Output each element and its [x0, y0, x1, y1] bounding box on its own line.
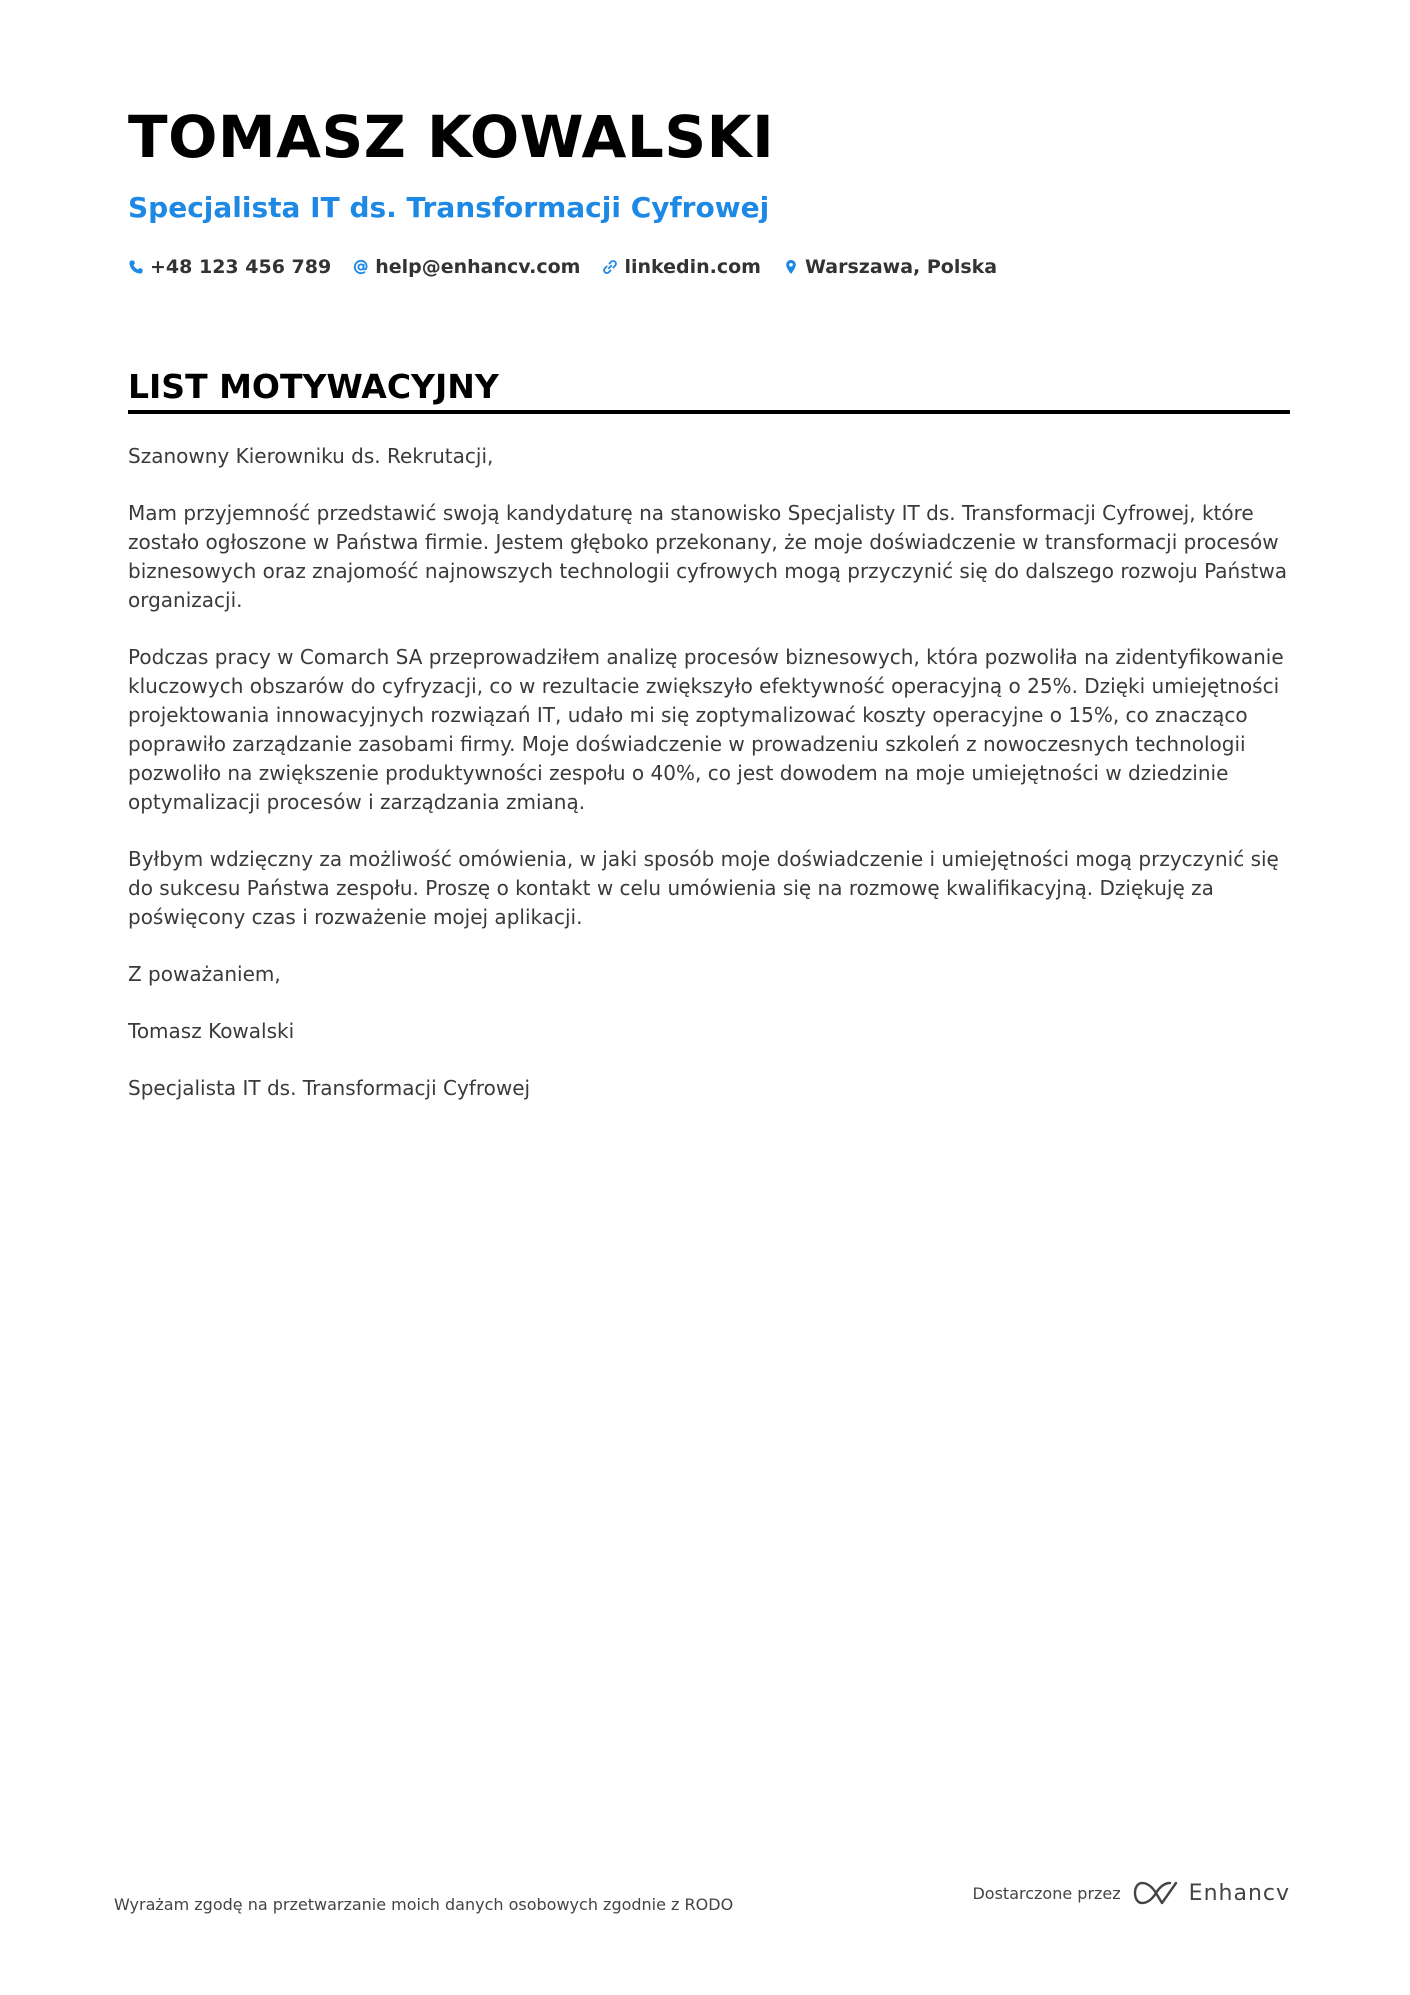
phone-icon: [128, 259, 144, 275]
contact-email-text: help@enhancv.com: [375, 256, 581, 278]
letter-body: [128, 442, 1290, 1131]
signature-title: Specjalista IT ds. Transformacji Cyfrowej: [128, 1076, 531, 1100]
gdpr-consent-note: Wyrażam zgodę na przetwarzanie moich danych osobowych zgodnie z RODO: [114, 1895, 734, 1914]
at-icon: [353, 259, 369, 275]
letter-greeting: Szanowny Kierowniku ds. Rekrutacji,: [128, 444, 494, 468]
letter-paragraph: Byłbym wdzięczny za możliwość omówienia, w jaki sposób moje doświadczenie i umiejętności mogą przyczynić się do sukcesu Państwa zespołu. Proszę o kontakt w celu umówienia się na rozmowę kwalifikacyjną. Dziękuję za poświęcony czas i rozważenie mojej aplikacji.: [128, 847, 1279, 929]
brand-name: Enhancv: [1188, 1880, 1290, 1906]
contact-email[interactable]: [353, 256, 580, 278]
powered-by-label: Dostarczone przez: [972, 1883, 1121, 1903]
signature-name: Tomasz Kowalski: [128, 1019, 295, 1043]
location-pin-icon: [783, 259, 799, 275]
contact-linkedin-text: linkedin.com: [624, 256, 761, 278]
letter-paragraph: Podczas pracy w Comarch SA przeprowadziłem analizę procesów biznesowych, która pozwoliła na zidentyfikowanie kluczowych obszarów do cyfryzacji, co w rezultacie zwiększyło efektywność operacyjną o 25%. Dzięki umiejętności projektowania innowacyjnych rozwiązań IT, udało mi się zoptymalizować koszty operacyjne o 15%, co znacząco poprawiło zarządzanie zasobami firmy. Moje doświadczenie w prowadzeniu szkoleń z nowoczesnych technologii pozwoliło na zwiększenie produktywności zespołu o 40%, co jest dowodem na moje umiejętności w dziedzinie optymalizacji procesów i zarządzania zmianą.: [128, 645, 1284, 814]
letter-paragraph: Mam przyjemność przedstawić swoją kandydaturę na stanowisko Specjalisty IT ds. Transformacji Cyfrowej, które zostało ogłoszone w Państwa firmie. Jestem głęboko przekonany, że moje doświadczenie w transformacji procesów biznesowych oraz znajomość najnowszych technologii cyfrowych mogą przyczynić się do dalszego rozwoju Państwa organizacji.: [128, 501, 1288, 612]
letter-closing: Z poważaniem,: [128, 962, 281, 986]
contact-linkedin[interactable]: [602, 256, 761, 278]
footer-branding[interactable]: [972, 1880, 1290, 1906]
contact-bar: [128, 256, 1019, 278]
contact-location: [783, 256, 997, 278]
contact-location-text: Warszawa, Polska: [804, 256, 998, 278]
section-title: LIST MOTYWACYJNY: [128, 367, 499, 406]
enhancv-logo-icon: [1133, 1880, 1179, 1906]
section-divider: [128, 410, 1290, 414]
contact-phone-text: +48 123 456 789: [150, 256, 332, 278]
link-icon: [602, 259, 618, 275]
contact-phone[interactable]: [128, 256, 331, 278]
candidate-title: Specjalista IT ds. Transformacji Cyfrowej: [128, 191, 770, 224]
candidate-name: TOMASZ KOWALSKI: [128, 103, 775, 171]
